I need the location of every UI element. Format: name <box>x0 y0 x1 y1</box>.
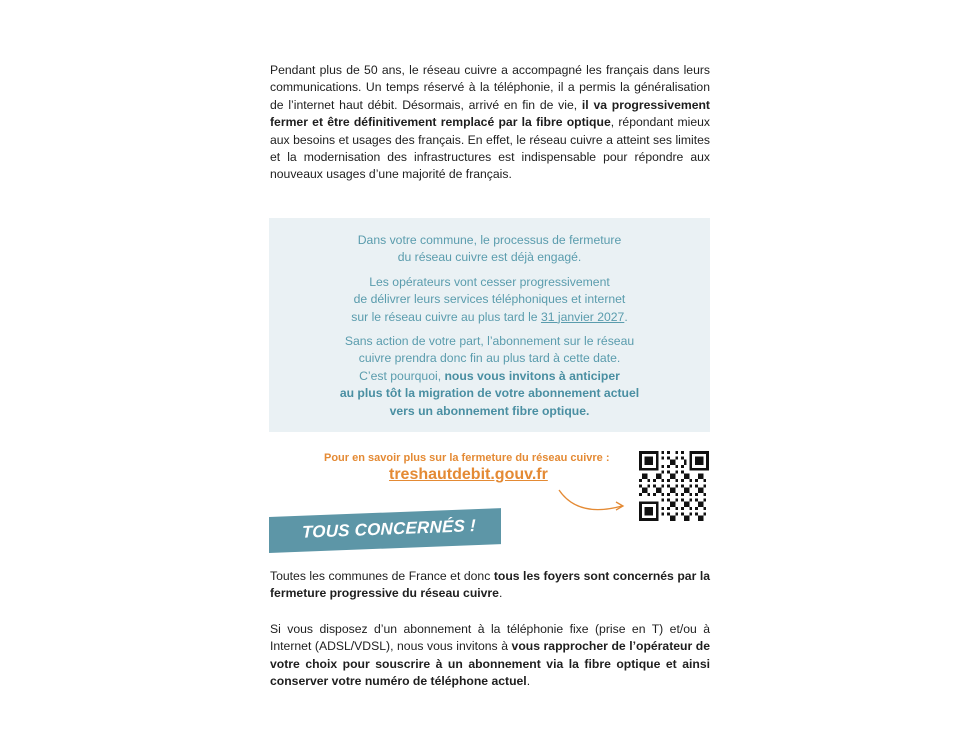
box-line: Sans action de votre part, l’abonnement sur le réseau <box>344 334 635 349</box>
box-line: C’est pourquoi, <box>359 368 445 383</box>
p1-text-1: Toutes les communes de France et donc <box>270 569 494 583</box>
intro-text-2: , répondant mieux aux besoins et usages des français. En effet, le réseau cuivre a atteint ses limites et la modernisation des infrastructures est indispensable pour répondre aux nouveaux usages d’une majorité de français. <box>270 115 711 182</box>
paragraph-communes <box>270 568 710 603</box>
website-link[interactable]: treshautdebit.gouv.fr <box>389 466 548 483</box>
deadline-date: 31 janvier 2027 <box>540 309 625 324</box>
p2-text-1: Si vous disposez d’un abonnement à la téléphonie fixe (prise en T) et/ou à Internet (ADSL/VDSL), nous vous invitons à <box>270 622 710 654</box>
p2-bold: vous rapprocher de l’opérateur de votre choix pour souscrire à un abonnement via la fibre optique et ainsi conserver votre numéro de téléphone actuel <box>270 639 711 689</box>
p2-text-2: . <box>526 674 531 689</box>
box-bold: au plus tôt la migration de votre abonnement actuel <box>339 386 640 401</box>
box-line: . <box>624 309 628 324</box>
box-line: du réseau cuivre est déjà engagé. <box>397 250 582 265</box>
box-line: Les opérateurs vont cesser progressivement <box>369 274 610 289</box>
box-line: cuivre prendra donc fin au plus tard à cette date. <box>358 351 621 366</box>
intro-bold: il va progressivement fermer et être définitivement remplacé par la fibre optique <box>270 97 710 130</box>
box-line: sur le réseau cuivre au plus tard le <box>351 309 541 324</box>
box-line: de délivrer leurs services téléphoniques et internet <box>353 292 626 307</box>
intro-text-1: Pendant plus de 50 ans, le réseau cuivre a accompagné les français dans leurs communications. Un temps réservé à la téléphonie, il a permis la généralisation de l’internet haut débit. Désormais, arrivé en fin de vie, <box>270 63 710 112</box>
qr-code-icon <box>639 451 709 521</box>
box-bold: vers un abonnement fibre optique. <box>389 403 590 418</box>
more-info-label: Pour en savoir plus sur la fermeture du réseau cuivre : <box>324 452 610 464</box>
box-paragraph-3 <box>269 333 710 420</box>
box-paragraph-1 <box>269 232 710 267</box>
paragraph-subscription <box>270 621 710 691</box>
info-box <box>269 218 710 432</box>
p1-bold: tous les foyers sont concernés par la fermeture progressive du réseau cuivre <box>270 569 711 601</box>
box-bold: nous vous invitons à anticiper <box>444 368 620 383</box>
section-banner <box>269 508 501 553</box>
banner-title: TOUS CONCERNÉS ! <box>302 516 476 542</box>
box-line: Dans votre commune, le processus de fermeture <box>357 233 622 247</box>
p1-text-2: . <box>498 586 503 601</box>
box-paragraph-2 <box>269 274 710 326</box>
intro-paragraph <box>270 62 710 184</box>
curved-arrow-icon <box>556 484 630 520</box>
